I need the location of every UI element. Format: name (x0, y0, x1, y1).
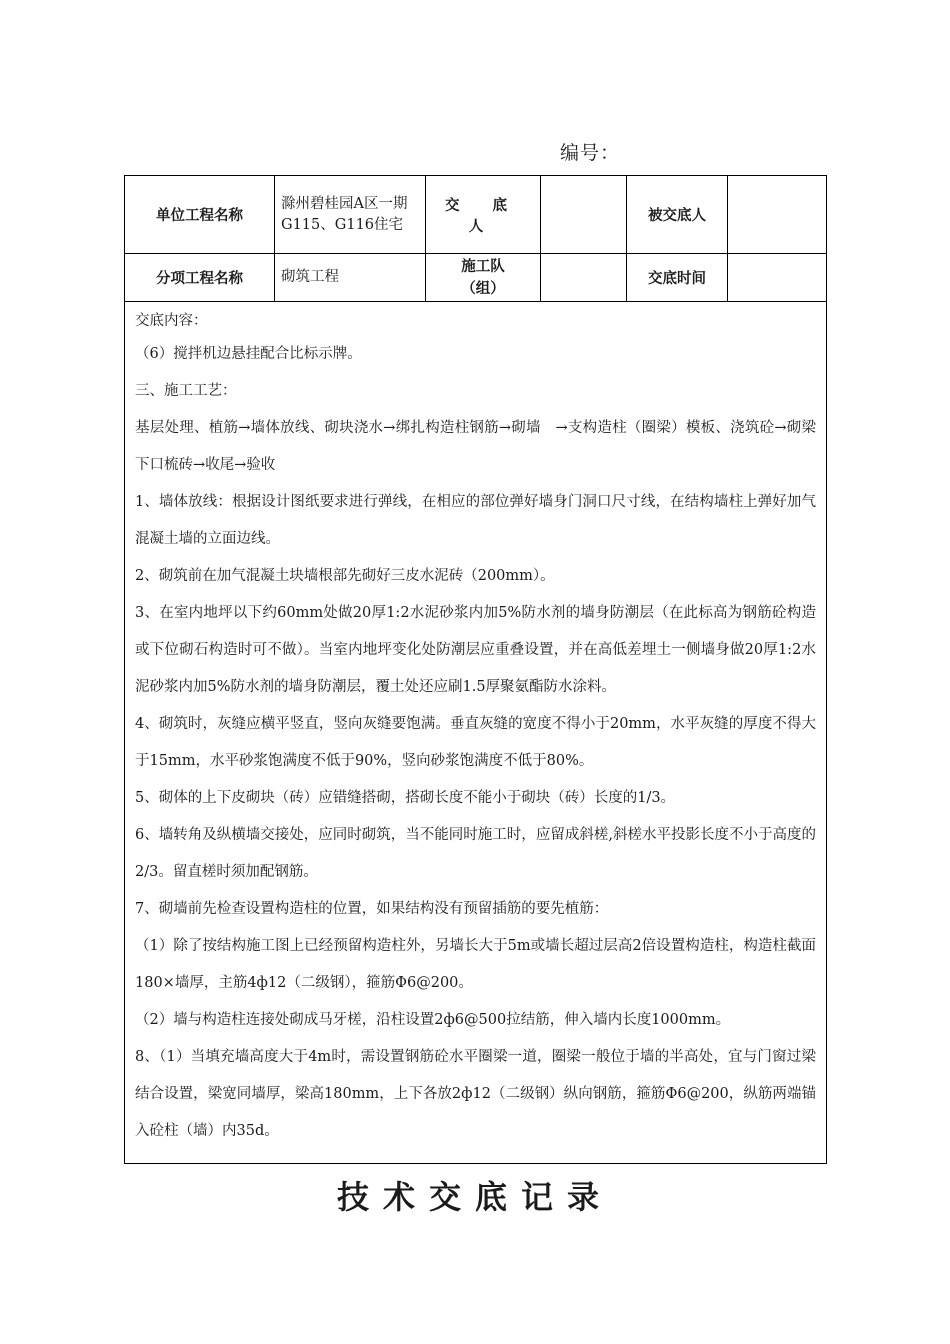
handover-time-value (728, 254, 827, 302)
content-line: 5、砌体的上下皮砌块（砖）应错缝搭砌，搭砌长度不能小于砌块（砖）长度的1/3。 (135, 790, 676, 806)
sub-project-name-label: 分项工程名称 (125, 254, 275, 302)
serial-number-label: 编号： (560, 142, 621, 164)
receiver-value (728, 176, 827, 254)
content-line: 三、施工工艺： (135, 383, 237, 399)
construction-team-value (541, 254, 627, 302)
unit-project-name-label: 单位工程名称 (125, 176, 275, 254)
content-line: 6、墙转角及纵横墙交接处，应同时砌筑，当不能同时施工时，应留成斜槎,斜槎水平投影长度不小于高度的2/3。留直槎时须加配钢筋。 (135, 827, 816, 880)
content-line: （6）搅拌机边悬挂配合比标示牌。 (135, 346, 362, 362)
content-line: 3、在室内地坪以下约60mm处做20厚1:2水泥砂浆内加5%防水剂的墙身防潮层（在此标高为钢筋砼构造或下位砌石构造时可不做）。当室内地坪变化处防潮层应重叠设置，并在高低差埋土一侧墙身做20厚1:2水泥砂浆内加5%防水剂的墙身防潮层，覆土处还应刷1.5厚聚氨酯防水涂料。 (135, 605, 816, 695)
sub-project-name-value: 砌筑工程 (275, 254, 426, 302)
content-line: 2、砌筑前在加气混凝土块墙根部先砌好三皮水泥砖（200mm）。 (135, 568, 555, 584)
construction-team-label: 施工队（组） (426, 254, 541, 302)
handover-person-value (541, 176, 627, 254)
unit-project-name-value: 滁州碧桂园A区一期G115、G116住宅 (275, 176, 426, 254)
content-heading: 交底内容： (135, 313, 208, 329)
handover-time-label: 交底时间 (627, 254, 728, 302)
content-line: 基层处理、植筋→墙体放线、砌块浇水→绑扎构造柱钢筋→砌墙 →支构造柱（圈梁）模板、浇筑砼→砌梁下口梳砖→收尾→验收 (135, 420, 816, 473)
handover-content-cell (125, 302, 827, 1164)
handover-person-label: 交 底 人 (426, 176, 541, 254)
handover-table (124, 175, 827, 1164)
content-line: （2）墙与构造柱连接处砌成马牙槎，沿柱设置2ф6@500拉结筋，伸入墙内长度1000mm。 (135, 1012, 731, 1028)
content-line: 1、墙体放线：根据设计图纸要求进行弹线，在相应的部位弹好墙身门洞口尺寸线，在结构墙柱上弹好加气混凝土墙的立面边线。 (135, 494, 816, 547)
page-title: 技术交底记录 (336, 1178, 613, 1216)
content-line: 4、砌筑时，灰缝应横平竖直，竖向灰缝要饱满。垂直灰缝的宽度不得小于20mm，水平灰缝的厚度不得大于15mm，水平砂浆饱满度不低于90%，竖向砂浆饱满度不低于80%。 (135, 716, 816, 769)
content-line: 8、（1）当填充墙高度大于4m时，需设置钢筋砼水平圈梁一道，圈梁一般位于墙的半高处，宜与门窗过梁结合设置，梁宽同墙厚，梁高180mm，上下各放2ф12（二级钢）纵向钢筋，箍筋Φ6@200，纵筋两端锚入砼柱（墙）内35d。 (135, 1049, 816, 1139)
content-line: 7、砌墙前先检查设置构造柱的位置，如果结构没有预留插筋的要先植筋： (135, 901, 609, 917)
content-line: （1）除了按结构施工图上已经预留构造柱外，另墙长大于5m或墙长超过层高2倍设置构造柱，构造柱截面180×墙厚，主筋4ф12（二级钢），箍筋Φ6@200。 (135, 938, 816, 991)
receiver-label: 被交底人 (627, 176, 728, 254)
